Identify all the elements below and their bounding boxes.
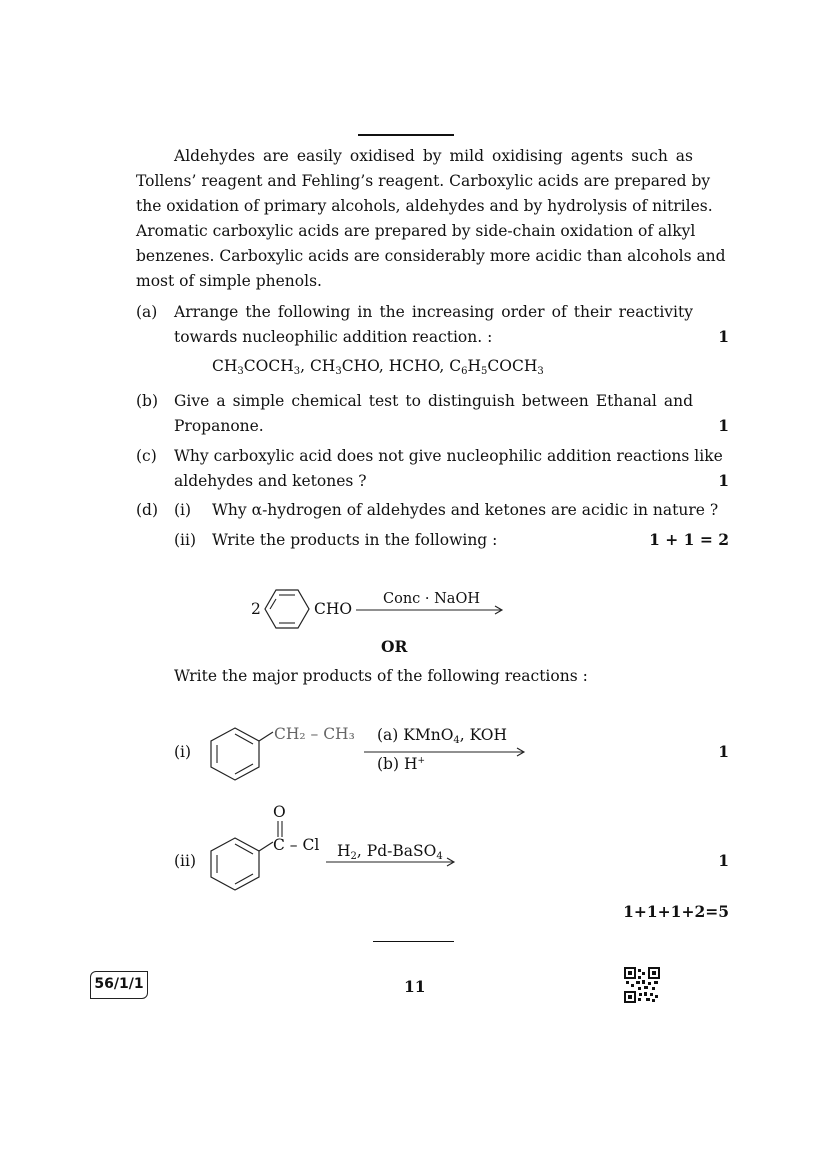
compounds-list: $CH_3COCH_3$, $CH_3CHO$, HCHO, $C_6H_5COCH_3$ (212, 357, 544, 377)
alt-ii-group: C – Cl (273, 836, 320, 854)
or-separator: OR (381, 637, 408, 656)
question-d-label: (d) (136, 501, 159, 519)
passage-line: the oxidation of primary alcohols, aldehydes and by hydrolysis of nitriles. (136, 197, 713, 215)
bottom-rule (373, 941, 454, 942)
reaction-coefficient: 2 (251, 600, 261, 618)
total-marks: 1+1+1+2=5 (623, 902, 729, 921)
question-b-text: Propanone. (174, 417, 264, 435)
question-b-label: (b) (136, 392, 159, 410)
question-c-text: Why carboxylic acid does not give nucleophilic addition reactions like (174, 447, 723, 465)
question-c-marks: 1 (718, 471, 729, 490)
passage-line: most of simple phenols. (136, 272, 322, 290)
passage-line: benzenes. Carboxylic acids are considerably more acidic than alcohols and (136, 247, 726, 265)
question-a-text: Arrange the following in the increasing order of their reactivity (174, 303, 693, 321)
question-d-ii-label: (ii) (174, 531, 197, 549)
top-rule (358, 134, 454, 136)
question-a-label: (a) (136, 303, 158, 321)
question-b-marks: 1 (718, 416, 729, 435)
alt-i-marks: 1 (718, 742, 729, 761)
alt-ii-o: O (273, 803, 286, 821)
page-number: 11 (404, 977, 426, 996)
passage-line: Aromatic carboxylic acids are prepared by side-chain oxidation of alkyl (136, 222, 696, 240)
benzene-ring-icon (205, 723, 285, 783)
passage-line: Aldehydes are easily oxidised by mild oxidising agents such as (174, 147, 693, 165)
alt-ii-marks: 1 (718, 851, 729, 870)
benzene-ring-icon (262, 587, 312, 631)
reaction-reagent: Conc · NaOH (383, 591, 480, 607)
question-c-label: (c) (136, 447, 157, 465)
reaction-arrow-icon (326, 856, 458, 868)
alt-ii-reagent: $H_2$, Pd-BaSO$_4$ (337, 842, 443, 862)
question-a-text: towards nucleophilic addition reaction. : (174, 328, 493, 346)
question-d-i-label: (i) (174, 501, 192, 519)
passage-line: Tollens’ reagent and Fehling’s reagent. Carboxylic acids are prepared by (136, 172, 711, 190)
alt-i-reagent-a: (a) KMnO$_4$, KOH (377, 726, 508, 746)
question-a-marks: 1 (718, 327, 729, 346)
alt-i-group: CH₂ – CH₃ (274, 725, 355, 743)
alt-i-label: (i) (174, 743, 192, 761)
question-d-i-text: Why α-hydrogen of aldehydes and ketones are acidic in nature ? (212, 501, 719, 519)
reaction-arrow-icon (356, 604, 506, 616)
alt-i-reagent-b: (b) H+ (377, 755, 426, 773)
paper-code: 56/1/1 (94, 976, 144, 992)
question-c-text: aldehydes and ketones ? (174, 472, 367, 490)
qr-code-icon (624, 967, 660, 1003)
reaction-group: CHO (314, 600, 353, 618)
paper-code-badge (90, 971, 148, 999)
alt-intro: Write the major products of the following reactions : (174, 667, 588, 685)
question-b-text: Give a simple chemical test to distinguish between Ethanal and (174, 392, 693, 410)
question-d-ii-text: Write the products in the following : (212, 531, 498, 549)
alt-ii-label: (ii) (174, 852, 197, 870)
question-d-marks: 1 + 1 = 2 (649, 530, 729, 549)
